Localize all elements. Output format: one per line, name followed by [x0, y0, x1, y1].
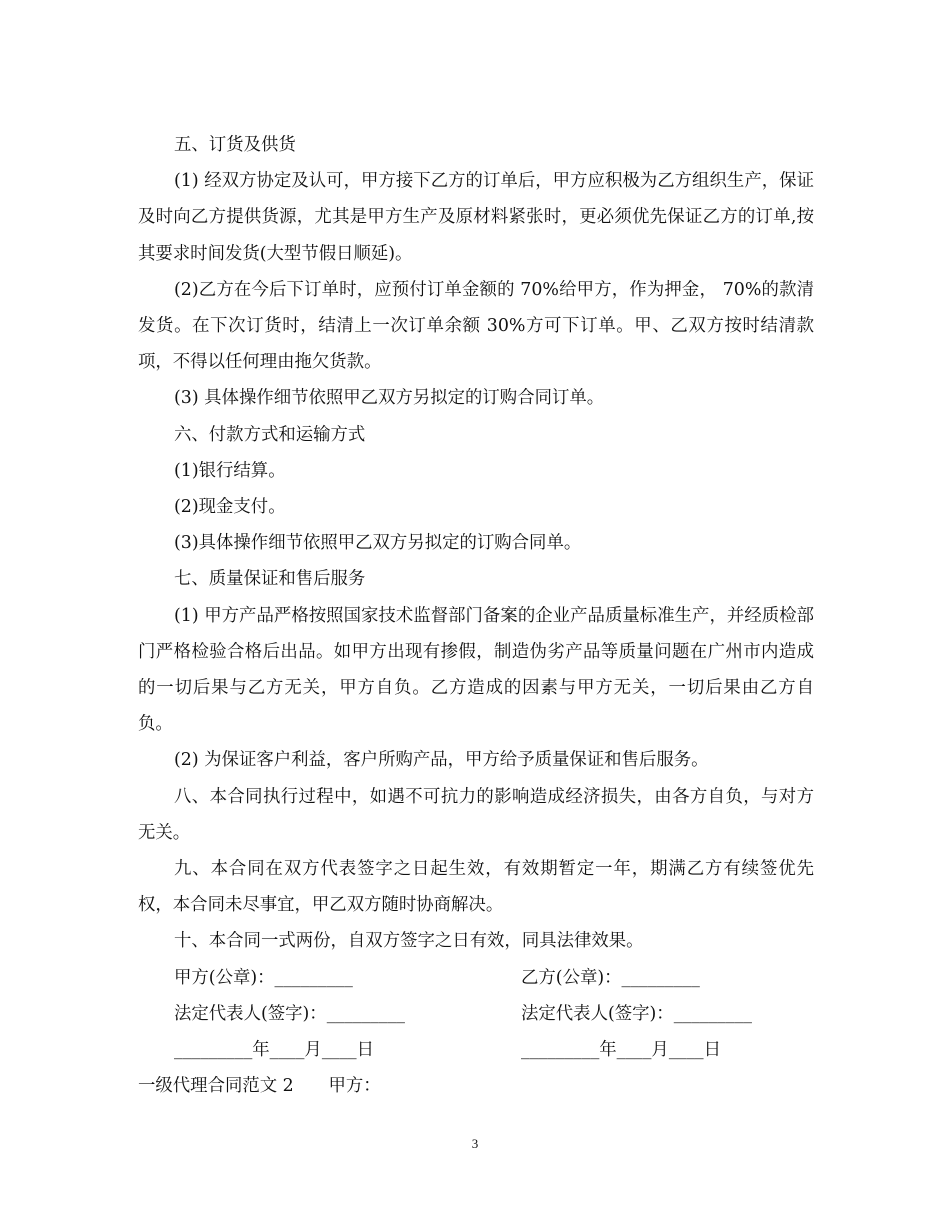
- section-heading-order-supply: 五、订货及供货: [174, 135, 296, 155]
- clause-paragraph: (1) 经双方协定及认可，甲方接下乙方的订单后，甲方应积极为乙方组织生产，保证及时向乙方提供货源，尤其是甲方生产及原材料紧张时，更必须优先保证乙方的订单,按其要求时间发货(大型节假日顺延)。: [138, 171, 814, 264]
- section-effective-term: 九、本合同在双方代表签字之日起生效，有效期暂定一年，期满乙方有续签优先权，本合同未尽事宜，甲乙双方随时协商解决。: [138, 859, 814, 916]
- clause-paragraph: (1) 甲方产品严格按照国家技术监督部门备案的企业产品质量标准生产，并经质检部门严格检验合格后出品。如甲方出现有掺假，制造伪劣产品等质量问题在广州市内造成的一切后果与乙方无关，甲方自负。乙方造成的因素与甲方无关，一切后果由乙方自负。: [138, 605, 814, 735]
- next-contract-title: 一级代理合同范文 2 甲方：: [138, 1076, 381, 1097]
- section-copies: 十、本合同一式两份，自双方签字之日有效，同具法律效果。: [174, 931, 644, 952]
- section-heading-payment-shipping: 六、付款方式和运输方式: [174, 424, 366, 445]
- party-a-representative-line: 法定代表人(签字)：_________: [174, 1003, 405, 1024]
- clause-paragraph: (2)乙方在今后下订单时，应预付订单金额的 70%给甲方，作为押金， 70%的款清发货。在下次订货时，结清上一次订单余额 30%方可下订单。甲、乙双方按时结清款项，不得以任何理由拖欠货款。: [138, 279, 814, 373]
- clause-paragraph: (3)具体操作细节依照甲乙双方另拟定的订购合同单。: [174, 533, 582, 554]
- clause-paragraph: (3) 具体操作细节依照甲乙双方另拟定的订购合同订单。: [174, 388, 605, 409]
- party-b-date-line: _________年____月____日: [521, 1040, 721, 1061]
- clause-paragraph: (2) 为保证客户利益，客户所购产品，甲方给予质量保证和售后服务。: [174, 750, 709, 771]
- clause-paragraph: (2)现金支付。: [174, 497, 286, 518]
- page-number: 3: [471, 1136, 479, 1151]
- party-a-seal-line: 甲方(公章)：_________: [174, 967, 353, 988]
- section-force-majeure: 八、本合同执行过程中，如遇不可抗力的影响造成经济损失，由各方自负，与对方无关。: [138, 786, 814, 843]
- contract-body: [138, 127, 814, 1104]
- party-b-representative-line: 法定代表人(签字)：_________: [521, 1003, 752, 1024]
- signature-row-seal: [138, 960, 814, 996]
- clause-paragraph: (1)银行结算。: [174, 460, 286, 481]
- signature-row-representative: [138, 996, 814, 1032]
- party-a-date-line: _________年____月____日: [174, 1040, 374, 1061]
- signature-row-date: [138, 1032, 814, 1068]
- party-b-seal-line: 乙方(公章)：_________: [521, 967, 700, 988]
- section-heading-quality-service: 七、质量保证和售后服务: [174, 569, 366, 590]
